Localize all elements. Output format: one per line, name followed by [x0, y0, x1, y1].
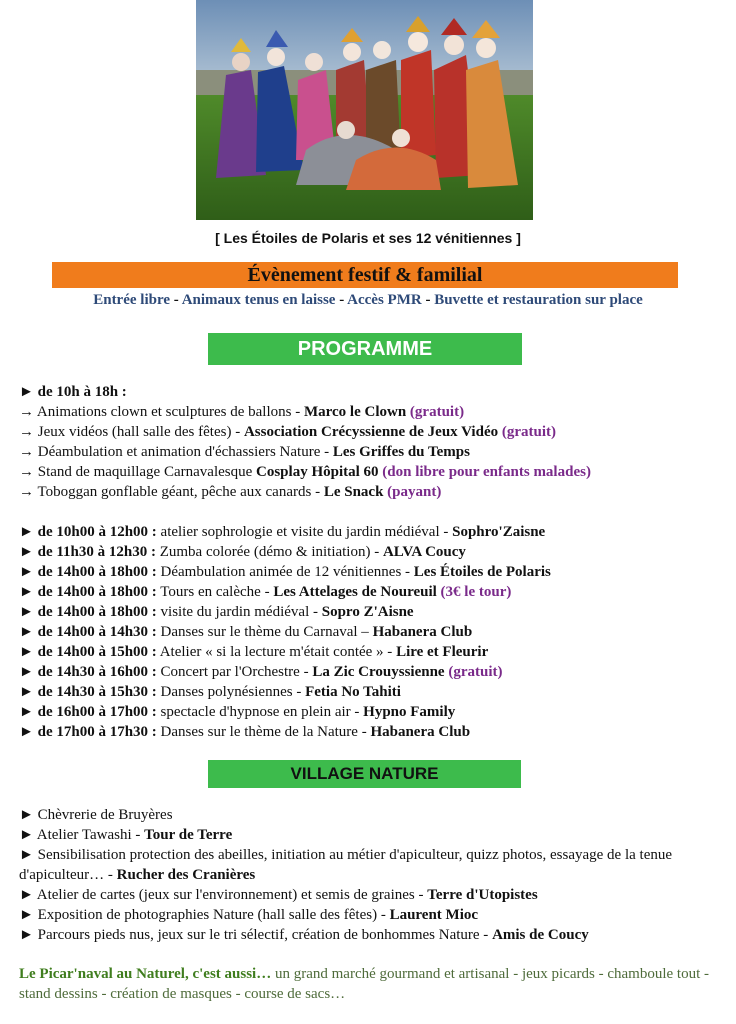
- schedule-row: ► de 17h00 à 17h30 : Danses sur le thème de la Nature - Habanera Club: [19, 724, 471, 740]
- info-item: Accès PMR: [347, 292, 422, 308]
- list-item: ► Exposition de photographies Nature (hall salle des fêtes) - Laurent Mioc: [19, 907, 479, 923]
- list-item: → Jeux vidéos (hall salle des fêtes) - Association Crécyssienne de Jeux Vidéo (gratuit): [19, 424, 557, 440]
- list-item: ► Sensibilisation protection des abeilles, initiation au métier d'apiculteur, quizz photos, essayage de la tenue d'apiculteur… - Rucher des Cranières: [19, 847, 673, 883]
- programme-heading: PROGRAMME: [208, 333, 522, 365]
- allday-header: ► de 10h à 18h :: [19, 384, 127, 400]
- schedule-row: ► de 14h00 à 18h00 : Tours en calèche - Les Attelages de Noureuil (3€ le tour): [19, 584, 512, 600]
- schedule-row: ► de 16h00 à 17h00 : spectacle d'hypnose en plein air - Hypno Family: [19, 704, 456, 720]
- venetian-costumes-image: [196, 0, 533, 220]
- event-banner: Évènement festif & familial: [52, 262, 678, 288]
- info-line: Entrée libre - Animaux tenus en laisse - Accès PMR - Buvette et restauration sur place: [93, 292, 643, 308]
- village-list: [19, 805, 719, 945]
- info-item: Entrée libre: [93, 292, 171, 308]
- footer-body: un grand marché gourmand et artisanal - jeux picards - chamboule tout - stand dessins - création de masques - course de sacs…: [19, 966, 709, 1002]
- schedule-row: ► de 14h00 à 18h00 : visite du jardin médiéval - Sopro Z'Aisne: [19, 604, 414, 620]
- list-item: → Toboggan gonflable géant, pêche aux canards - Le Snack (payant): [19, 484, 442, 500]
- schedule-row: ► de 14h30 à 15h30 : Danses polynésiennes - Fetia No Tahiti: [19, 684, 401, 700]
- list-item: ► Parcours pieds nus, jeux sur le tri sélectif, création de bonhommes Nature - Amis de Coucy: [19, 927, 589, 943]
- footer-lead: Le Picar'naval au Naturel, c'est aussi…: [19, 966, 272, 982]
- list-item: ► Chèvrerie de Bruyères: [19, 807, 173, 823]
- list-item: ► Atelier de cartes (jeux sur l'environnement) et semis de graines - Terre d'Utopistes: [19, 887, 538, 903]
- info-item: Animaux tenus en laisse: [181, 292, 336, 308]
- village-nature-heading: VILLAGE NATURE: [208, 760, 521, 788]
- allday-list: [19, 382, 719, 502]
- schedule-row: ► de 14h00 à 14h30 : Danses sur le thème du Carnaval – Habanera Club: [19, 624, 473, 640]
- schedule-row: ► de 14h30 à 16h00 : Concert par l'Orchestre - La Zic Crouyssienne (gratuit): [19, 664, 503, 680]
- list-item: → Déambulation et animation d'échassiers Nature - Les Griffes du Temps: [19, 444, 470, 460]
- info-item: Buvette et restauration sur place: [434, 292, 643, 308]
- photo-caption: [ Les Étoiles de Polaris et ses 12 vénitiennes ]: [215, 230, 521, 246]
- list-item: ► Atelier Tawashi - Tour de Terre: [19, 827, 233, 843]
- schedule-list: [19, 522, 719, 742]
- list-item: → Stand de maquillage Carnavalesque Cosplay Hôpital 60 (don libre pour enfants malades): [19, 464, 591, 480]
- schedule-row: ► de 14h00 à 18h00 : Déambulation animée de 12 vénitiennes - Les Étoiles de Polaris: [19, 564, 551, 580]
- schedule-row: ► de 10h00 à 12h00 : atelier sophrologie et visite du jardin médiéval - Sophro'Zaisne: [19, 524, 546, 540]
- list-item: → Animations clown et sculptures de ballons - Marco le Clown (gratuit): [19, 404, 465, 420]
- event-photo: [196, 0, 533, 220]
- schedule-row: ► de 11h30 à 12h30 : Zumba colorée (démo & initiation) - ALVA Coucy: [19, 544, 466, 560]
- schedule-row: ► de 14h00 à 15h00 : Atelier « si la lecture m'était contée » - Lire et Fleurir: [19, 644, 489, 660]
- footer-text: [19, 964, 719, 1004]
